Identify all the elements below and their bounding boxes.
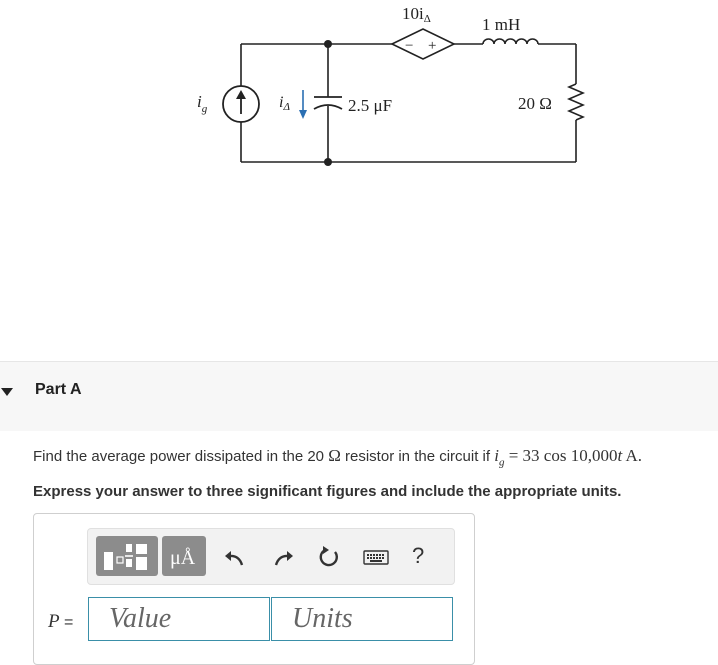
resistor-label: 20 Ω [518, 94, 552, 113]
source-label: i [197, 92, 202, 111]
dep-source-label: 10i [402, 4, 424, 23]
node-bottom [324, 158, 332, 166]
redo-icon[interactable] [270, 544, 296, 570]
svg-text:iΔ [279, 94, 290, 113]
keyboard-icon[interactable] [362, 544, 390, 570]
help-button[interactable]: ? [412, 543, 425, 568]
current-source-symbol [223, 86, 259, 122]
answer-label: P = [48, 611, 74, 632]
node-top [324, 40, 332, 48]
reset-icon[interactable] [316, 544, 342, 570]
dependent-source-symbol [392, 29, 454, 59]
svg-text:10iΔ [402, 4, 431, 25]
templates-icon [96, 536, 158, 576]
question-text: Find the average power dissipated in the 20 Ω resistor in the circuit if $i_g = 33$ cos 10,000t A. [33, 446, 643, 469]
source-label-sub: g [201, 103, 208, 115]
units-input[interactable] [271, 597, 453, 641]
inductor-label: 1 mH [482, 15, 521, 34]
units-button[interactable] [162, 536, 206, 576]
templates-button[interactable] [96, 536, 158, 576]
caret-down-icon[interactable] [1, 388, 13, 396]
dep-source-plus: + [428, 38, 437, 54]
part-title: Part A [35, 381, 82, 398]
value-input[interactable] [88, 597, 270, 641]
current-arrow [299, 90, 307, 119]
capacitor-label: 2.5 μF [348, 96, 393, 115]
math-toolbar [87, 528, 455, 585]
dep-source-minus: − [405, 38, 414, 54]
circuit-diagram [0, 0, 718, 200]
answer-box [33, 513, 475, 665]
inductor-symbol [483, 39, 538, 44]
current-label: i [279, 94, 284, 111]
instruction-text: Express your answer to three significant figures and include the appropriate units. [33, 483, 622, 500]
part-a-header[interactable] [0, 361, 718, 431]
undo-icon[interactable] [222, 544, 248, 570]
dep-source-sub: Δ [423, 13, 431, 25]
units-button-label: μÅ [170, 547, 196, 569]
svg-text:ig [197, 92, 208, 115]
current-label-sub: Δ [283, 101, 290, 113]
resistor-symbol [569, 84, 583, 120]
